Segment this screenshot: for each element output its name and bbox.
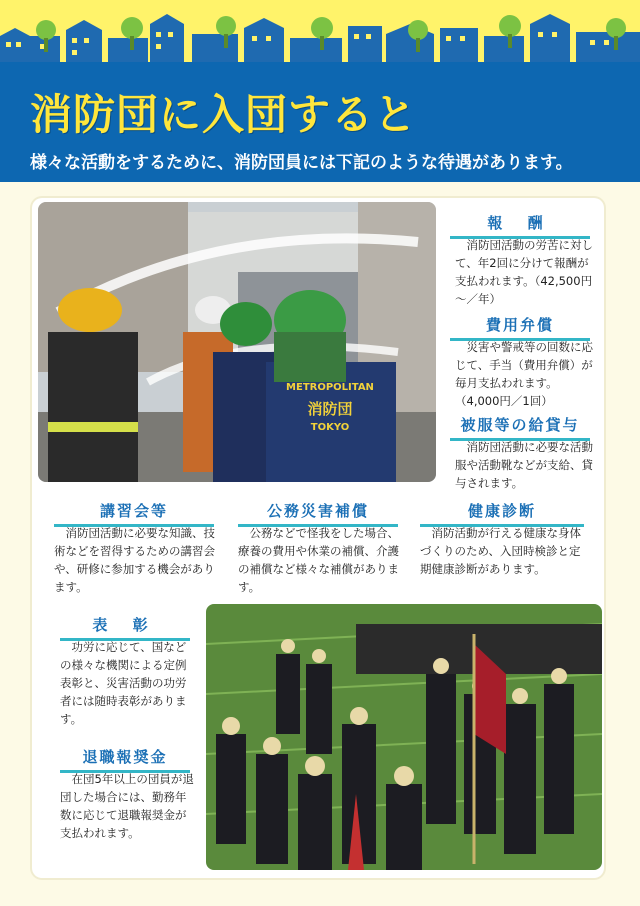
uniform-title: 被服等の給貸与 <box>450 414 590 441</box>
header-banner <box>0 62 640 182</box>
reward-body: 消防団活動の労苦に対して、年2回に分けて報酬が支払われます。（42,500円～／年） <box>455 238 593 306</box>
firefighters-photo <box>38 202 436 482</box>
commendation-title: 表 彰 <box>60 614 190 641</box>
vest-label-metropolitan: METROPOLITAN <box>286 382 374 393</box>
vest-label-fire-corps: 消防団 <box>307 400 353 418</box>
ceremony-photo <box>206 604 602 870</box>
skyline-banner <box>0 0 640 62</box>
health-body: 消防活動が行える健康な身体づくりのため、入団時検診と定期健康診断があります。 <box>420 526 581 576</box>
training-body: 消防団活動に必要な知識、技術などを習得するための講習会や、研修に参加する機会があります。 <box>54 526 215 594</box>
uniform-body: 消防団活動に必要な活動服や活動靴などが支給、貸与されます。 <box>455 440 593 490</box>
page-title: 消防団に入団すると <box>30 90 418 139</box>
compensation-body: 公務などで怪我をした場合、療養の費用や休業の補償、介護の補償など様々な補償があります。 <box>238 526 399 594</box>
commendation-body: 功労に応じて、国などの様々な機関による定例表彰と、災害活動の功労者には随時表彰があります。 <box>60 640 187 726</box>
expenses-body: 災害や警戒等の回数に応じて、手当（費用弁償）が毎月支払われます。（4,000円／1回） <box>455 340 593 408</box>
reward-title: 報 酬 <box>450 212 590 239</box>
training-title: 講習会等 <box>54 500 214 527</box>
expenses-title: 費用弁償 <box>450 314 590 341</box>
town-skyline-illustration <box>0 0 640 62</box>
health-title: 健康診断 <box>420 500 584 527</box>
vest-label-tokyo: TOKYO <box>310 422 350 433</box>
compensation-title: 公務災害補償 <box>238 500 398 527</box>
retirement-body: 在団5年以上の団員が退団した場合には、勤務年数に応じて退職報奨金が支払われます。 <box>60 772 194 840</box>
page-subtitle: 様々な活動をするために、消防団員には下記のような待遇があります。 <box>30 153 573 173</box>
retirement-title: 退職報奨金 <box>60 746 190 773</box>
